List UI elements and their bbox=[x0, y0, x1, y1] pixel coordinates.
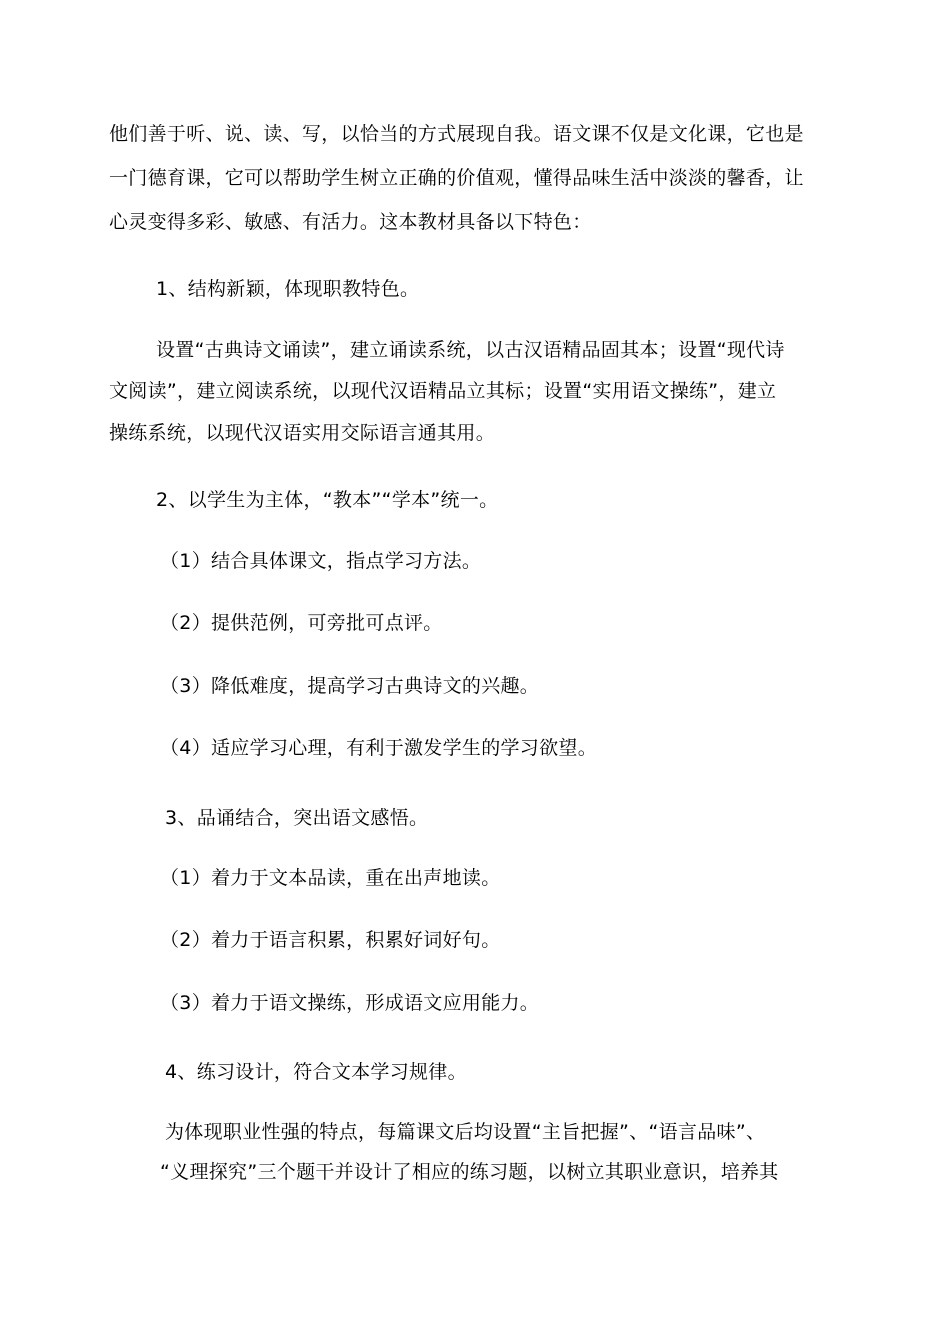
intro-paragraph-line-3: 心灵变得多彩、敏感、有活力。这本教材具备以下特色： bbox=[109, 211, 592, 233]
section-3-item-1: （1）着力于文本品读，重在出声地读。 bbox=[160, 867, 501, 889]
section-1-paragraph-line-1: 设置“古典诗文诵读”，建立诵读系统，以古汉语精品固其本；设置“现代诗 bbox=[156, 339, 785, 361]
intro-paragraph-line-1: 他们善于听、说、读、写，以恰当的方式展现自我。语文课不仅是文化课，它也是 bbox=[109, 123, 804, 145]
section-1-paragraph-line-3: 操练系统，以现代汉语实用交际语言通其用。 bbox=[109, 422, 496, 444]
intro-paragraph-line-2: 一门德育课，它可以帮助学生树立正确的价值观，懂得品味生活中淡淡的馨香，让 bbox=[109, 167, 804, 189]
section-1-paragraph-line-2: 文阅读”，建立阅读系统，以现代汉语精品立其标；设置“实用语文操练”，建立 bbox=[109, 380, 777, 402]
section-3-item-2: （2）着力于语言积累，积累好词好句。 bbox=[160, 929, 501, 951]
section-2-item-3: （3）降低难度，提高学习古典诗文的兴趣。 bbox=[160, 675, 540, 697]
section-2-item-1: （1）结合具体课文，指点学习方法。 bbox=[160, 550, 482, 572]
section-3-heading: 3、品诵结合，突出语文感悟。 bbox=[165, 807, 429, 829]
section-2-item-4: （4）适应学习心理，有利于激发学生的学习欲望。 bbox=[160, 737, 597, 759]
section-4-heading: 4、练习设计，符合文本学习规律。 bbox=[165, 1061, 467, 1083]
section-3-item-3: （3）着力于语文操练，形成语文应用能力。 bbox=[160, 992, 540, 1014]
section-2-heading: 2、以学生为主体，“教本”“学本”统一。 bbox=[156, 489, 499, 511]
section-4-paragraph-line-1: 为体现职业性强的特点，每篇课文后均设置“主旨把握”、“语言品味”、 bbox=[165, 1121, 766, 1143]
section-2-item-2: （2）提供范例，可旁批可点评。 bbox=[160, 612, 443, 634]
section-4-paragraph-line-2: “义理探究”三个题干并设计了相应的练习题，以树立其职业意识，培养其 bbox=[160, 1161, 779, 1183]
section-1-heading: 1、结构新颖，体现职教特色。 bbox=[156, 278, 420, 300]
